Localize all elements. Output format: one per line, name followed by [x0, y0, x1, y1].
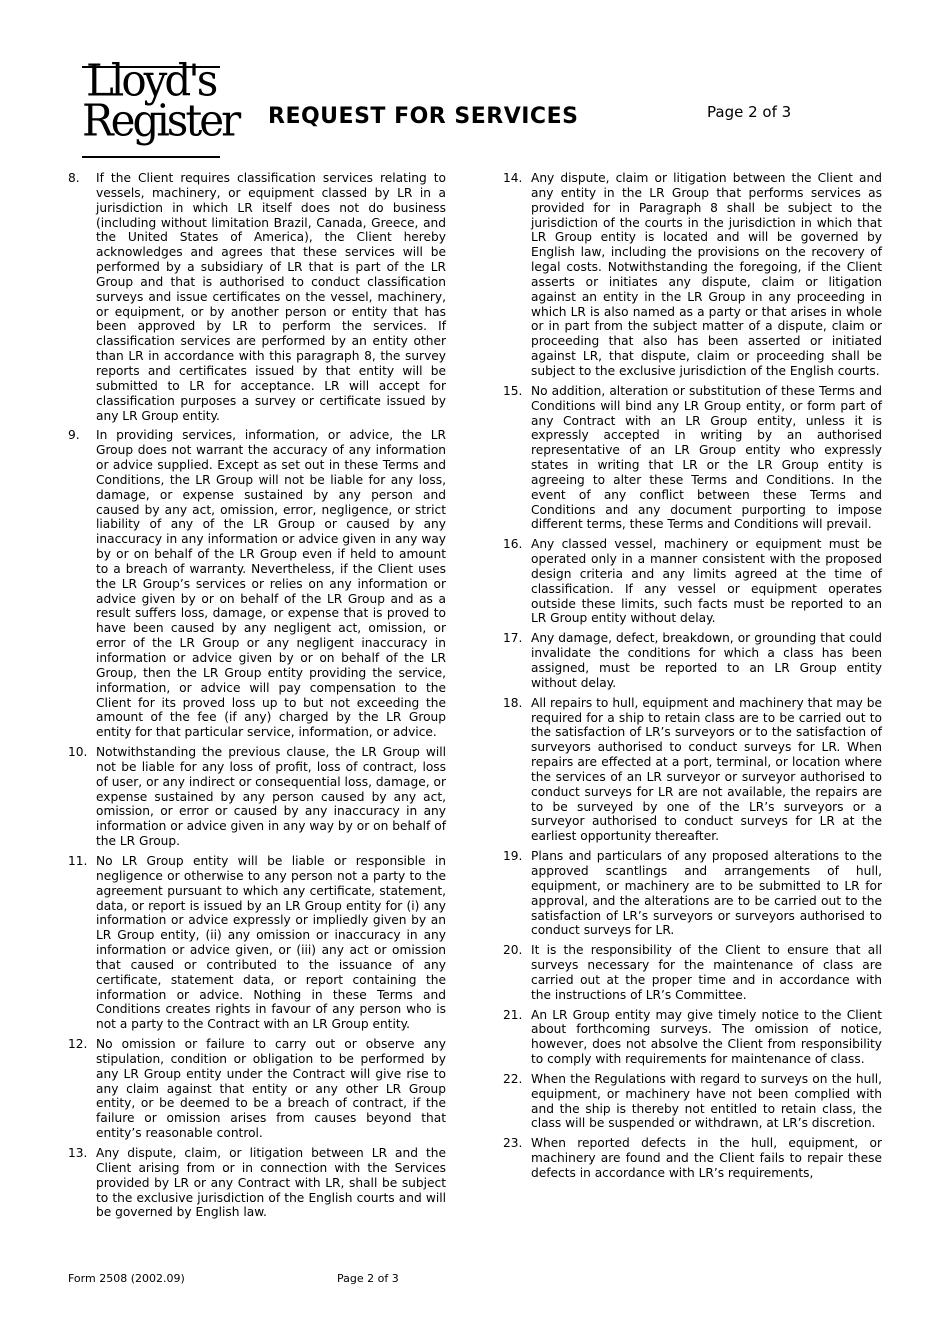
clause-23: [503, 1136, 882, 1181]
clause-text: It is the responsibility of the Client to ensure that all surveys necessary for the maintenance of class are carried out at the proper time and in accordance with the instructions of LR’s Committee.: [531, 943, 882, 1002]
clause-number: 12.: [68, 1037, 88, 1052]
clause-text: No LR Group entity will be liable or responsible in negligence or otherwise to any person not a party to the agreement pursuant to which any certificate, statement, data, or report is issued by an LR Group entity for (i) any information or advice expressly or impliedly given by an LR Group entity, (ii) any omission or inaccuracy in any information or advice given, or (iii) any act or omission that caused or contributed to the issuance of any certificate, statement data, or report containing the information or advice. Nothing in these Terms and Conditions creates rights in favour of any person who is not a party to the Contract with an LR Group entity.: [96, 853, 446, 1032]
clause-text: Any dispute, claim, or litigation between LR and the Client arising from or in connection with the Services provided by LR or any Contract with LR, shall be subject to the exclusive jurisdiction of the English courts and will be governed by English law.: [96, 1146, 446, 1220]
clause-text: When the Regulations with regard to surveys on the hull, equipment, or machinery have not been complied with and the ship is thereby not entitled to retain class, the class will be suspended or withdrawn, at LR’s discretion.: [531, 1071, 882, 1131]
clause-text: Any classed vessel, machinery or equipment must be operated only in a manner consistent with the proposed design criteria and any limits agreed at the time of classification. If any vessel or equipment operates outside these limits, such facts must be reported to an LR Group entity without delay.: [531, 537, 882, 626]
clause-text: Notwithstanding the previous clause, the LR Group will not be liable for any loss of profit, loss of contract, loss of user, or any indirect or consequential loss, damage, or expense sustained by any person caused by any act, omission, or error or caused by any inaccuracy in any information or advice given in any way by or on behalf of the LR Group.: [96, 745, 446, 849]
clause-text: In providing services, information, or advice, the LR Group does not warrant the accuracy of any information or advice supplied. Except as set out in these Terms and Conditions, the LR Group will not be liable for any loss, damage, or expense sustained by any person and caused by any act, omission, error, negligence, or strict liability of any of the LR Group or caused by any inaccuracy in any information or advice given in any way by or on behalf of the LR Group even if held to amount to a breach of warranty. Nevertheless, if the Client uses the LR Group’s services or relies on any information or advice given by or on behalf of the LR Group and as a result suffers loss, damage, or expense that is proved to have been caused by any negligent act, omission, or error of the LR Group or any negligent inaccuracy in information or advice given by or on behalf of the LR Group, then the LR Group entity providing the service, information, or advice will pay compensation to the Client for its proved loss up to but not exceeding the amount of the fee (if any) charged by the LR Group entity for that particular service, information, or advice.: [96, 428, 446, 740]
clause-text: Any damage, defect, breakdown, or grounding that could invalidate the conditions for which a class has been assigned, must be reported to an LR Group entity without delay.: [531, 631, 882, 690]
clause-number: 14.: [503, 171, 523, 185]
clause-text: Plans and particulars of any proposed alterations to the approved scantlings and arrangements of hull, equipment, or machinery are to be submitted to LR for approval, and the alterations are to be carried out to the satisfaction of LR’s surveyors or surveyors authorised to conduct surveys for LR.: [531, 849, 882, 938]
clause-number: 15.: [503, 383, 523, 398]
clause-number: 17.: [503, 631, 523, 646]
clause-number: 19.: [503, 849, 523, 864]
clause-number: 9.: [68, 428, 80, 443]
clause-14: [503, 171, 882, 379]
clause-19: [503, 849, 882, 938]
logo-bottom-rule: [82, 156, 220, 158]
clause-number: 16.: [503, 537, 523, 552]
logo-text-lloyds: Lloyd's: [86, 54, 216, 107]
lloyds-register-logo: [82, 54, 239, 159]
clause-number: 21.: [503, 1007, 523, 1022]
page-header: [0, 0, 950, 170]
clause-20: [503, 943, 882, 1002]
clause-text: No addition, alteration or substitution of these Terms and Conditions will bind any LR Group entity, or form part of any Contract with an LR Group entity, unless it is expressly accepted in writing by an authorised representative of an LR Group entity who expressly states in writing that LR or the LR Group entity is agreeing to alter these Terms and Conditions. In the event of any conflict between these Terms and Conditions and any document purporting to impose different terms, these Terms and Conditions will prevail.: [531, 383, 882, 532]
clause-18: [503, 696, 882, 844]
clause-11: [68, 854, 446, 1032]
clause-text: All repairs to hull, equipment and machinery that may be required for a ship to retain class are to be carried out to the satisfaction of LR’s surveyors or to the satisfaction of surveyors authorised to conduct surveys for LR. When repairs are effected at a port, terminal, or location where the services of an LR surveyor or surveyor authorised to conduct surveys for LR are not available, the repairs are to be surveyed by one of the LR’s surveyors or a surveyor authorised to conduct surveys for LR at the earliest opportunity thereafter.: [531, 695, 882, 844]
clause-text: Any dispute, claim or litigation between the Client and any entity in the LR Group that performs services as provided for in Paragraph 8 shall be subject to the jurisdiction of the courts in the jurisdiction in which that LR Group entity is located and will be governed by English law, including the provisions on the recovery of legal costs. Notwithstanding the foregoing, if the Client asserts or initiates any dispute, claim or litigation against an entity in the LR Group in any proceeding in which LR is also named as a party or that arises in whole or in part from the subject matter of a dispute, claim or proceeding that also has been asserted or initiated against LR, that dispute, claim or proceeding shall be subject to the exclusive jurisdiction of the English courts.: [531, 171, 882, 378]
clause-number: 10.: [68, 745, 88, 760]
clause-text: When reported defects in the hull, equipment, or machinery are found and the Client fails to repair these defects in accordance with LR’s requirements,: [531, 1136, 882, 1180]
clause-15: [503, 384, 882, 532]
clause-number: 11.: [68, 853, 88, 868]
clause-16: [503, 537, 882, 626]
clause-17: [503, 631, 882, 690]
clause-text: No omission or failure to carry out or observe any stipulation, condition or obligation to be performed by any LR Group entity under the Contract will give rise to any claim against that entity or any other LR Group entity, or be deemed to be a breach of contract, if the failure or omission arises from causes beyond that entity’s reasonable control.: [96, 1037, 446, 1141]
clause-number: 22.: [503, 1071, 523, 1086]
clause-number: 8.: [68, 171, 80, 185]
logo-text-register: Register: [82, 94, 239, 147]
clause-number: 20.: [503, 943, 523, 958]
page-number-header: Page 2 of 3: [707, 103, 792, 121]
footer-form-number: Form 2508 (2002.09): [68, 1272, 185, 1285]
clause-number: 18.: [503, 695, 523, 710]
clause-22: [503, 1072, 882, 1131]
clause-10: [68, 745, 446, 849]
clause-21: [503, 1008, 882, 1067]
clause-number: 13.: [68, 1146, 88, 1160]
document-title: REQUEST FOR SERVICES: [268, 104, 579, 129]
clause-number: 23.: [503, 1136, 523, 1151]
right-column: [503, 171, 882, 1186]
clause-text: If the Client requires classification services relating to vessels, machinery, or equipment classed by LR in a jurisdiction in which LR itself does not do business (including without limitation Brazil, Canada, Greece, and the United States of America), the Client hereby acknowledges and agrees that these services will be performed by a subsidiary of LR that is part of the LR Group and that is authorised to conduct classification surveys and issue certificates on the vessel, machinery, or equipment, or by another person or entity that has been approved by LR to perform the services. If classification services are performed by an entity other than LR in accordance with this paragraph 8, the survey reports and certificates issued by that entity will be submitted to LR for acceptance. LR will accept for classification purposes a survey or certificate issued by any LR Group entity.: [96, 171, 446, 423]
clause-9: [68, 428, 446, 740]
clause-13: [68, 1146, 446, 1220]
clause-text: An LR Group entity may give timely notice to the Client about forthcoming surveys. The omission of notice, however, does not absolve the Client from responsibility to comply with requirements for maintenance of class.: [531, 1007, 882, 1067]
left-column: [68, 171, 446, 1225]
clause-8: [68, 171, 446, 423]
footer-page-number: Page 2 of 3: [337, 1272, 399, 1285]
clause-12: [68, 1037, 446, 1141]
